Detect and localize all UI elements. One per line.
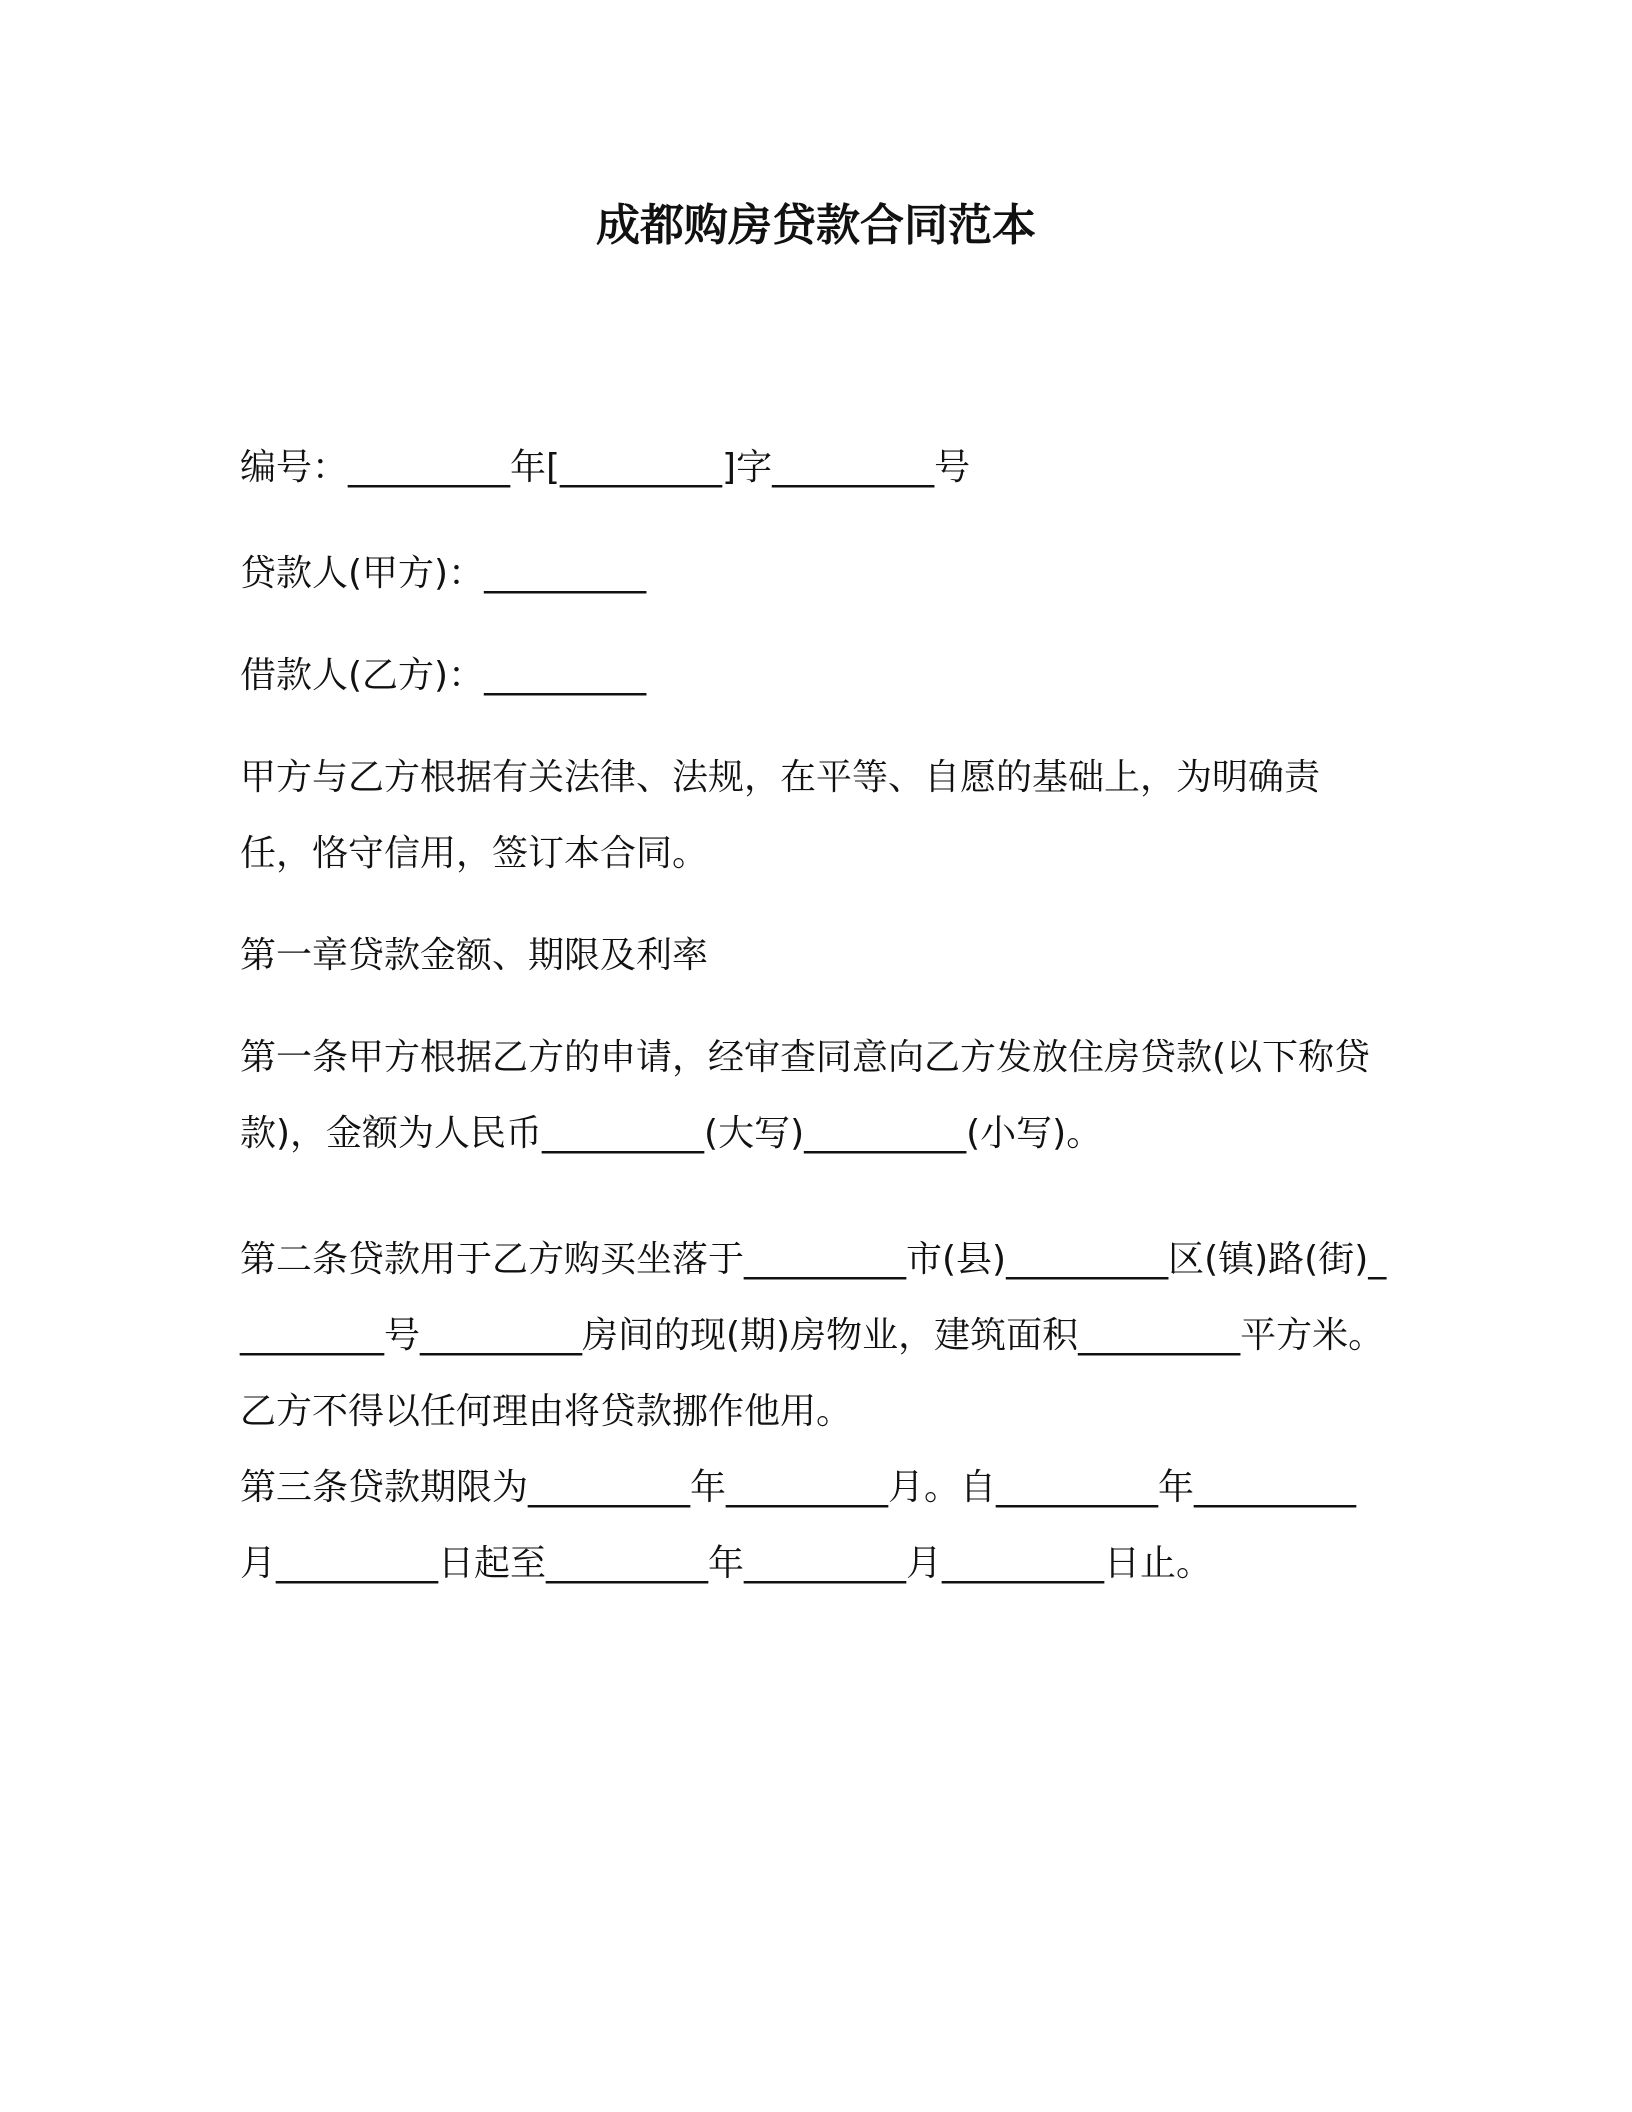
document-title: 成都购房贷款合同范本 [596, 200, 1036, 251]
chapter-1-heading: 第一章贷款金额、期限及利率 [240, 935, 709, 976]
contract-number-line: 编号：_________年[_________]字_________号 [240, 447, 971, 488]
article-1-paragraph: 第一条甲方根据乙方的申请，经审查同意向乙方发放住房贷款(以下称贷款)，金额为人民币_________(大写)_________(小写)。 [240, 1037, 1371, 1154]
intro-paragraph: 甲方与乙方根据有关法律、法规，在平等、自愿的基础上，为明确责任，恪守信用，签订本合同。 [240, 757, 1321, 874]
article-2-paragraph: 第二条贷款用于乙方购买坐落于_________市(县)_________区(镇)路(街)_________号_________房间的现(期)房物业，建筑面积_________平方米。乙方不得以任何理由将贷款挪作他用。 [240, 1239, 1387, 1432]
article-3-paragraph: 第三条贷款期限为_________年_________月。自_________年_________月_________日起至_________年_________月_________日止。 [240, 1467, 1357, 1584]
lender-line: 贷款人(甲方)：_________ [240, 553, 647, 594]
borrower-line: 借款人(乙方)：_________ [240, 655, 647, 696]
